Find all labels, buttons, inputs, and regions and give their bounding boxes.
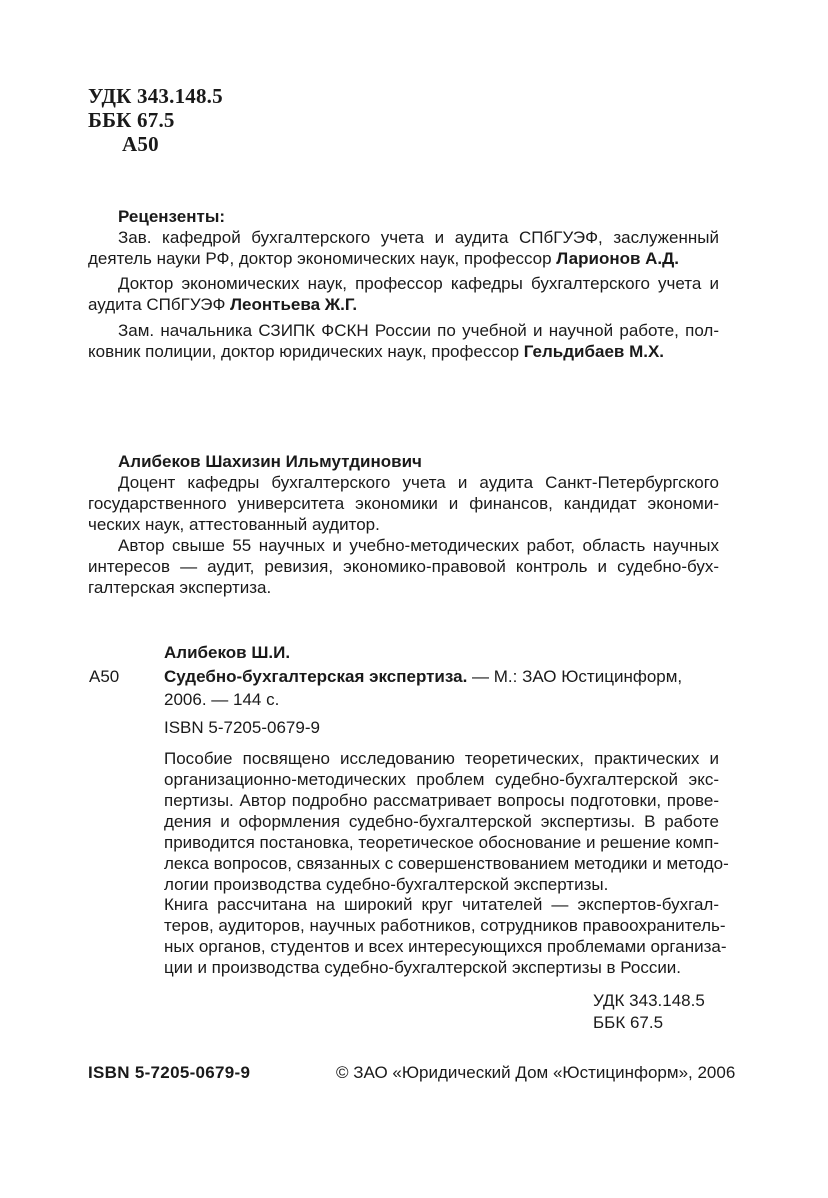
- catalog-code: А50: [89, 667, 120, 686]
- reviewer-1-line-1: Зав. кафедрой бухгалтерского учета и аудита СПбГУЭФ, заслуженный: [118, 228, 719, 247]
- reviewer-2: [88, 273, 719, 315]
- reviewer-2-line-1: Доктор экономических наук, профессор кафедры бухгалтерского учета и: [118, 274, 719, 293]
- footer-bbk-code: ББК 67.5: [593, 1013, 664, 1032]
- catalog-title: Судебно-бухгалтерская экспертиза.: [164, 667, 468, 686]
- annotation-p1-line: дения и оформления судебно-бухгалтерской экспертизы. В работе: [164, 812, 719, 831]
- author-sign-code: А50: [122, 132, 159, 156]
- annotation-p1-line: лекса вопросов, связанных с совершенствованием методики и методо-: [164, 854, 729, 873]
- reviewer-1-text: деятель науки РФ, доктор экономических наук, профессор: [88, 249, 557, 268]
- bio-p2-line-2: интересов — аудит, ревизия, экономико-правовой контроль и судебно-бух-: [88, 557, 719, 576]
- reviewer-3-line-2: [88, 341, 719, 362]
- footer-isbn: ISBN 5-7205-0679-9: [88, 1063, 251, 1082]
- bio-p2-line-1: Автор свыше 55 научных и учебно-методических работ, область научных: [118, 536, 719, 555]
- annotation-p1-line: приводится постановка, теоретическое обоснование и решение комп-: [164, 833, 719, 852]
- reviewer-3-line-1: Зам. начальника СЗИПК ФСКН России по учебной и научной работе, пол-: [118, 321, 719, 340]
- bbk-code: ББК 67.5: [88, 108, 175, 132]
- author-full-name: Алибеков Шахизин Ильмутдинович: [118, 452, 422, 471]
- bio-p2-line-3: галтерская экспертиза.: [88, 578, 272, 597]
- catalog-publisher: — М.: ЗАО Юстицинформ,: [467, 667, 683, 686]
- annotation-p2-line: теров, аудиторов, научных работников, сотрудников правоохранитель-: [164, 916, 726, 935]
- annotation-p2-line: Книга рассчитана на широкий круг читателей — экспертов-бухгал-: [164, 895, 719, 914]
- reviewer-3-name: Гельдибаев М.Х.: [523, 342, 665, 361]
- catalog-title-line: [164, 666, 682, 687]
- author-bio-paragraph-2: [88, 535, 719, 598]
- footer-udk-code: УДК 343.148.5: [593, 991, 705, 1010]
- udk-code: УДК 343.148.5: [88, 84, 223, 108]
- reviewers-heading: Рецензенты:: [118, 207, 225, 226]
- annotation-p2-line: ных органов, студентов и всех интересующихся проблемами организа-: [164, 937, 727, 956]
- reviewer-1-line-2: [88, 248, 719, 269]
- footer-copyright: © ЗАО «Юридический Дом «Юстицинформ», 2006: [336, 1063, 736, 1082]
- catalog-year-pages: 2006. — 144 с.: [164, 690, 280, 709]
- annotation-paragraph-1: [164, 748, 729, 895]
- reviewer-3-text: ковник полиции, доктор юридических наук, профессор: [88, 342, 524, 361]
- annotation-paragraph-2: [164, 894, 727, 978]
- reviewer-2-text: аудита СПбГУЭФ: [88, 295, 231, 314]
- bio-p1-line-1: Доцент кафедры бухгалтерского учета и аудита Санкт-Петербургского: [118, 473, 719, 492]
- annotation-p1-line: Пособие посвящено исследованию теоретических, практических и: [164, 749, 719, 768]
- annotation-p1-line: организационно-методических проблем судебно-бухгалтерской экс-: [164, 770, 719, 789]
- annotation-p1-line: логии производства судебно-бухгалтерской экспертизы.: [164, 875, 609, 894]
- bio-p1-line-3: ческих наук, аттестованный аудитор.: [88, 515, 380, 534]
- author-bio-paragraph-1: [88, 472, 719, 535]
- reviewer-2-name: Леонтьева Ж.Г.: [230, 295, 358, 314]
- catalog-isbn: ISBN 5-7205-0679-9: [164, 718, 320, 737]
- reviewer-1: [88, 227, 719, 269]
- annotation-p2-line: ции и производства судебно-бухгалтерской экспертизы в России.: [164, 958, 682, 977]
- annotation-p1-line: пертизы. Автор подробно рассматривает вопросы подготовки, прове-: [164, 791, 719, 810]
- bio-p1-line-2: государственного университета экономики и финансов, кандидат экономи-: [88, 494, 719, 513]
- reviewer-1-name: Ларионов А.Д.: [556, 249, 679, 268]
- reviewer-2-line-2: [88, 294, 719, 315]
- catalog-author: Алибеков Ш.И.: [164, 643, 291, 662]
- reviewer-3: [88, 320, 719, 362]
